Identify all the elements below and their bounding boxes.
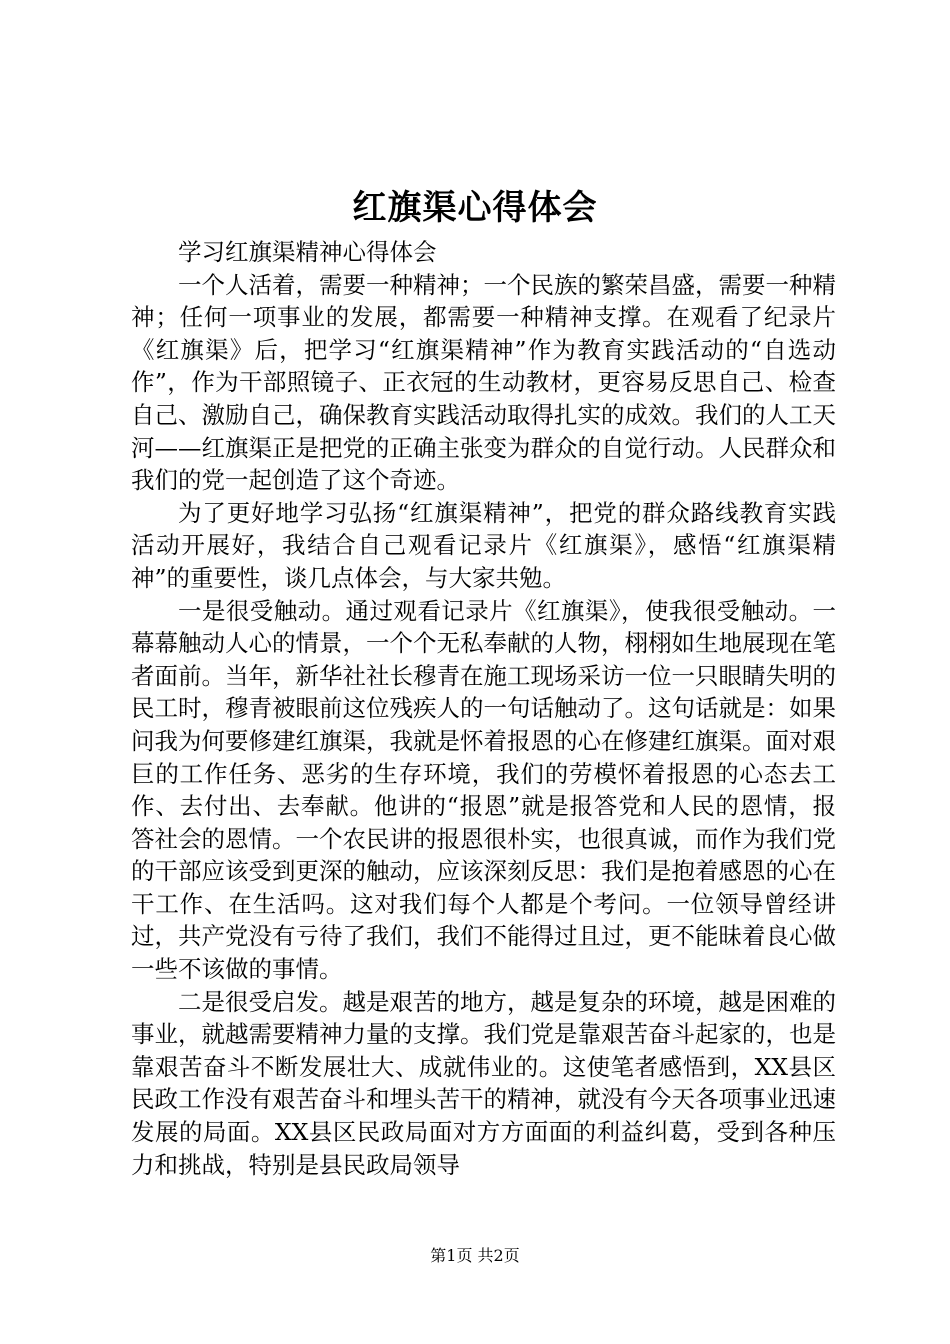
paragraph-purpose: 为了更好地学习弘扬“红旗渠精神”，把党的群众路线教育实践活动开展好，我结合自己观看记录片《红旗渠》，感悟“红旗渠精神”的重要性，谈几点体会，与大家共勉。 [131,498,836,592]
paragraph-intro: 一个人活着，需要一种精神；一个民族的繁荣昌盛，需要一种精神；任何一项事业的发展，都需要一种精神支撑。在观看了纪录片《红旗渠》后，把学习“红旗渠精神”作为教育实践活动的“自选动作”，作为干部照镜子、正衣冠的生动教材，更容易反思自己、检查自己、激励自己，确保教育实践活动取得扎实的成效。我们的人工天河——红旗渠正是把党的正确主张变为群众的自觉行动。人民群众和我们的党一起创造了这个奇迹。 [131,270,836,495]
document-title: 红旗渠心得体会 [352,188,598,228]
page-footer: 第1页 共2页 [430,1246,520,1265]
paragraph-point-one: 一是很受触动。通过观看记录片《红旗渠》，使我很受触动。一幕幕触动人心的情景，一个个无私奉献的人物，栩栩如生地展现在笔者面前。当年，新华社社长穆青在施工现场采访一位一只眼睛失明的民工时，穆青被眼前这位残疾人的一句话触动了。这句话就是：如果问我为何要修建红旗渠，我就是怀着报恩的心在修建红旗渠。面对艰巨的工作任务、恶劣的生存环境，我们的劳模怀着报恩的心态去工作、去付出、去奉献。他讲的“报恩”就是报答党和人民的恩情，报答社会的恩情。一个农民讲的报恩很朴实，也很真诚，而作为我们党的干部应该受到更深的触动，应该深刻反思：我们是抱着感恩的心在干工作、在生活吗。这对我们每个人都是个考问。一位领导曾经讲过，共产党没有亏待了我们，我们不能得过且过，更不能昧着良心做一些不该做的事情。 [131,596,836,984]
paragraph-subtitle: 学习红旗渠精神心得体会 [178,238,437,266]
paragraph-point-two: 二是很受启发。越是艰苦的地方，越是复杂的环境，越是困难的事业，就越需要精神力量的支撑。我们党是靠艰苦奋斗起家的，也是靠艰苦奋斗不断发展壮大、成就伟业的。这使笔者感悟到，XX县区民政工作没有艰苦奋斗和埋头苦干的精神，就没有今天各项事业迅速发展的局面。XX县区民政局面对方方面面的利益纠葛，受到各种压力和挑战，特别是县民政局领导 [131,987,836,1179]
document-body [131,236,836,1181]
